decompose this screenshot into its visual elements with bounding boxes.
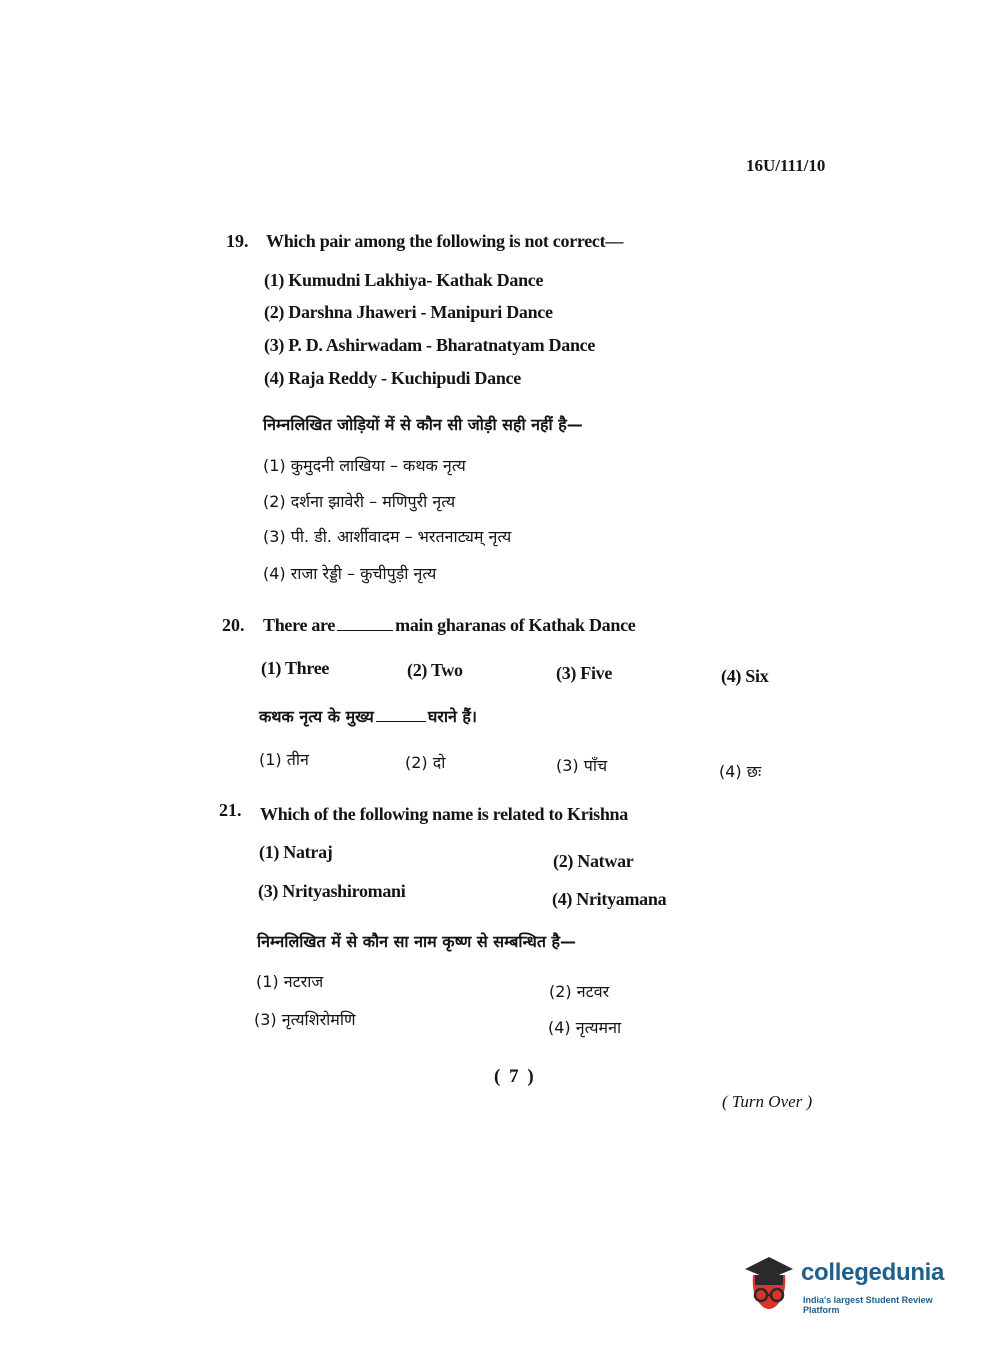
question-19-hindi-text: निम्नलिखित जोड़ियों में से कौन सी जोड़ी सही नहीं है— <box>263 415 583 434</box>
question-21-hindi-option-2: (2) नटवर <box>549 982 610 1001</box>
turn-over-note: ( Turn Over ) <box>722 1092 813 1111</box>
paper-code: 16U/111/10 <box>746 156 826 175</box>
question-21-option-2: (2) Natwar <box>553 851 634 871</box>
question-21-option-3: (3) Nrityashiromani <box>258 881 406 901</box>
question-19-option-2: (2) Darshna Jhaweri - Manipuri Dance <box>264 302 553 322</box>
question-19-number: 19. <box>226 231 249 251</box>
question-20-text-after: main gharanas of Kathak Dance <box>395 615 636 635</box>
question-21-option-4: (4) Nrityamana <box>552 889 667 909</box>
question-20-option-2: (2) Two <box>407 660 463 680</box>
question-20-hindi-before: कथक नृत्य के मुख्य <box>259 707 374 726</box>
question-20-text <box>263 615 635 636</box>
question-20-hindi-option-2: (2) दो <box>405 753 446 772</box>
page-number: ( 7 ) <box>494 1066 536 1087</box>
question-19-option-4: (4) Raja Reddy - Kuchipudi Dance <box>264 368 521 388</box>
watermark-brand: collegedunia <box>801 1259 945 1286</box>
question-21-option-1: (1) Natraj <box>259 842 333 862</box>
question-20-option-4: (4) Six <box>721 666 769 686</box>
question-20-option-1: (1) Three <box>261 658 330 678</box>
question-19-hindi-option-3: (3) पी. डी. आर्शीवादम – भरतनाट्यम् नृत्य <box>263 527 512 546</box>
question-20-option-3: (3) Five <box>556 663 613 683</box>
question-20-hindi-option-1: (1) तीन <box>259 750 309 769</box>
question-20-hindi-text <box>259 705 477 727</box>
question-19-option-3: (3) P. D. Ashirwadam - Bharatnatyam Dance <box>264 335 596 355</box>
mascot-logo-icon <box>741 1247 797 1317</box>
question-21-hindi-text: निम्नलिखित में से कौन सा नाम कृष्ण से सम्बन्धित है— <box>257 932 577 951</box>
question-19-hindi-option-2: (2) दर्शना झावेरी – मणिपुरी नृत्य <box>263 492 456 511</box>
question-19-option-1: (1) Kumudni Lakhiya- Kathak Dance <box>264 270 544 290</box>
question-21-text: Which of the following name is related to Krishna <box>260 804 628 824</box>
question-19-hindi-option-1: (1) कुमुदनी लाखिया – कथक नृत्य <box>263 456 466 475</box>
question-21-number: 21. <box>219 800 242 820</box>
question-20-hindi-option-4: (4) छः <box>719 762 762 781</box>
question-20-number: 20. <box>222 615 245 635</box>
question-21-hindi-option-1: (1) नटराज <box>256 972 324 991</box>
answer-blank <box>337 630 393 631</box>
question-20-text-before: There are <box>263 615 336 635</box>
question-21-hindi-option-4: (4) नृत्यमना <box>548 1018 622 1037</box>
question-21-hindi-option-3: (3) नृत्यशिरोमणि <box>254 1010 356 1029</box>
question-19-text: Which pair among the following is not correct— <box>266 231 624 251</box>
watermark-tagline: India's largest Student Review Platform <box>803 1295 933 1315</box>
question-20-hindi-after: घराने हैं। <box>427 707 477 726</box>
answer-blank-hindi <box>376 721 426 722</box>
collegedunia-watermark <box>741 1245 971 1320</box>
question-19-hindi-option-4: (4) राजा रेड्डी – कुचीपुड़ी नृत्य <box>263 564 437 583</box>
question-20-hindi-option-3: (3) पाँच <box>556 756 608 775</box>
